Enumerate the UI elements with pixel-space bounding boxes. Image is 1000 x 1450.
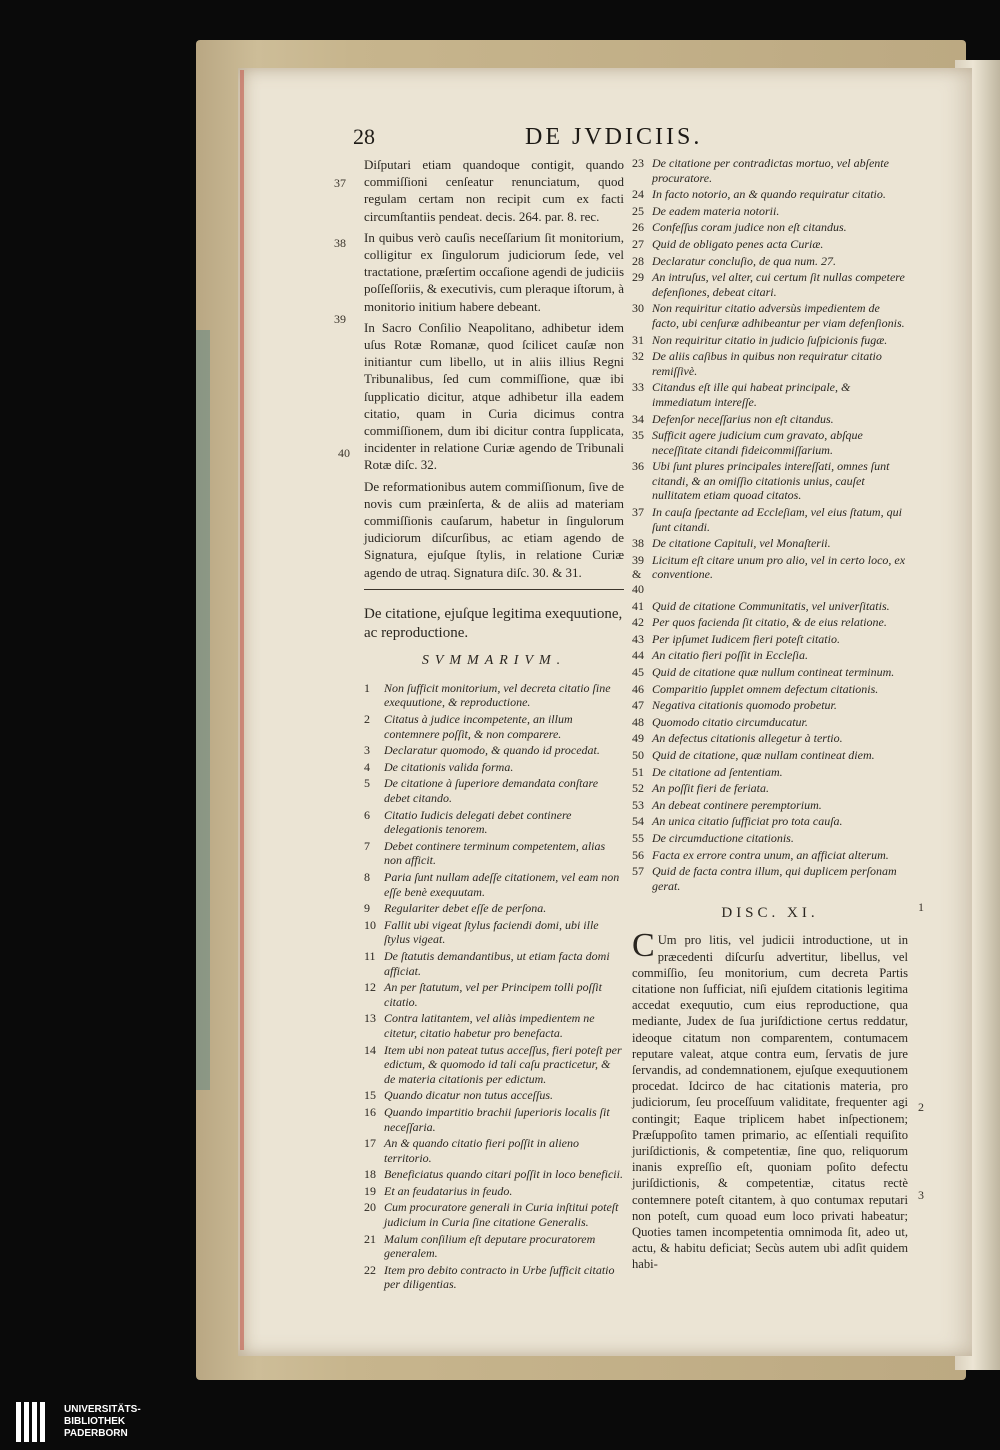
summary-entry (632, 349, 908, 378)
summary-entry-number: 1 (364, 680, 370, 695)
summarium-heading: SVMMARIVM. (421, 652, 567, 668)
summary-entry-number: 18 (364, 1167, 376, 1182)
summary-entry-number: 34 (632, 411, 644, 426)
summary-entry-text: An defectus citationis allegetur à tertio. (652, 731, 843, 746)
summary-entry-number: 21 (364, 1231, 376, 1246)
summary-entry-text: Quid de citatione quæ nullum contineat terminum. (652, 665, 895, 679)
summary-entry-text: Quid de facta contra illum, qui duplicem perſonam gerat. (652, 864, 897, 893)
summary-entry (632, 831, 908, 846)
summary-entry (364, 1232, 624, 1261)
summary-entry (632, 237, 908, 252)
summary-entry (632, 682, 908, 697)
right-column (632, 156, 908, 1273)
summary-entry (632, 536, 908, 551)
margin-number: 40 (338, 446, 350, 460)
summary-entry-number: 19 (364, 1183, 376, 1198)
summary-entry (632, 765, 908, 780)
page-header (345, 124, 905, 154)
summary-entry (632, 665, 908, 680)
summary-entry-number: 12 (364, 980, 376, 995)
summary-entry-number: 5 (364, 776, 370, 791)
margin-number: 39 (334, 312, 346, 326)
summary-entry (364, 839, 624, 868)
summary-entry-number: 9 (364, 901, 370, 916)
summary-entry-text: De citatione ad ſententiam. (652, 764, 783, 779)
summary-entry-number: 32 (632, 349, 644, 364)
left-column (364, 156, 624, 1294)
summary-entry (364, 1105, 624, 1134)
summary-entry (364, 1043, 624, 1087)
summary-entry (364, 743, 624, 758)
summary-entry-text: Citandus eſt ille qui habeat principale, & immediatum intereſſe. (652, 380, 851, 409)
summary-entry (364, 681, 624, 710)
summary-entry (364, 1011, 624, 1040)
summary-entry (364, 1167, 624, 1182)
summary-entry-number: 30 (632, 301, 644, 316)
summary-entry (364, 949, 624, 978)
summary-entry-text: De citationis valida forma. (384, 759, 514, 774)
summary-entry-number: 25 (632, 203, 644, 218)
summary-entry (632, 204, 908, 219)
paragraph: Diſputari etiam quandoque contigit, quando commiſſioni cenſeatur renunciatum, quod regulam certam non recipit cum ex facti circumſtantiis pendeat. decis. 264. par. 8. rec. (364, 157, 624, 224)
summary-entry-number: 17 (364, 1136, 376, 1151)
summary-entry (632, 648, 908, 663)
summary-entry-number: 13 (364, 1011, 376, 1026)
summary-entry-number: 47 (632, 698, 644, 713)
summary-entry-number: 56 (632, 847, 644, 862)
summary-entry (364, 1184, 624, 1199)
margin-number: 3 (918, 1188, 924, 1202)
summary-entry-number: 6 (364, 807, 370, 822)
disc-body (632, 927, 908, 1272)
summary-entry-number: 55 (632, 830, 644, 845)
summary-entry-text: Citatio Iudicis delegati debet continere delegationis tenorem. (384, 807, 572, 837)
summary-entry (364, 1263, 624, 1292)
drop-capital: C (632, 927, 655, 965)
library-logo-text: UNIVERSITÄTS- BIBLIOTHEK PADERBORN (64, 1404, 141, 1439)
summary-entry-text: Quid de citatione, quæ nullam contineat diem. (652, 747, 875, 762)
summary-entry-text: An debeat continere peremptorium. (652, 797, 822, 812)
summary-entry-number: 52 (632, 781, 644, 796)
summary-entry (632, 187, 908, 202)
summary-entry-text: Citatus à judice incompetente, an illum contemnere poſſit, & non comparere. (384, 712, 573, 741)
summary-entry (632, 848, 908, 863)
summary-entry-number: 45 (632, 665, 644, 679)
summary-entry (632, 412, 908, 427)
summary-entry (632, 698, 908, 713)
summary-entry-text: Quid de citatione Communitatis, vel univerſitatis. (652, 598, 890, 613)
summary-entry-text: In cauſa ſpectante ad Eccleſiam, vel eius ſtatum, qui ſunt citandi. (652, 505, 902, 534)
summary-entry-text: An intruſus, vel alter, cui certum ſit nullas competere defenſiones, debeat citari. (652, 270, 905, 299)
summary-entry-text: De circumductione citationis. (652, 830, 794, 845)
summary-entry-text: Malum conſilium eſt deputare procuratorem generalem. (384, 1231, 596, 1261)
summary-entry-number: 44 (632, 648, 644, 663)
summary-entry-text: Licitum eſt citare unum pro alio, vel in certo loco, ex conventione. (652, 552, 906, 582)
summary-entry (632, 270, 908, 299)
margin-number: 38 (334, 236, 346, 250)
summary-entry-number: 46 (632, 681, 644, 696)
summary-entry-text: Negativa citationis quomodo probetur. (652, 698, 837, 713)
summary-entry-number: 41 (632, 598, 644, 613)
summary-entry-text: Debet continere terminum competentem, alias non afficit. (384, 838, 606, 868)
summary-entry-text: Fallit ubi vigeat ſtylus faciendi domi, ubi ille ſtylus vigeat. (384, 917, 599, 947)
summary-entry-text: Ubi ſunt plures principales intereſſati, omnes ſunt citandi, & an omiſſio citationis unius, cauſet nullitatem etiam quoad citatos. (652, 459, 890, 503)
summary-entry-text: Confeſſus coram judice non eſt citandus. (652, 220, 847, 235)
summary-entry-number: 39 & 40 (632, 552, 644, 597)
summary-entry-text: An unica citatio ſufficiat pro tota cauſa. (652, 814, 843, 829)
summary-entry-number: 24 (632, 187, 644, 202)
summary-entry (632, 599, 908, 614)
red-page-edge (240, 70, 244, 1350)
summary-entry (364, 870, 624, 899)
summary-entry (632, 428, 908, 457)
summary-entry-text: Comparitio ſupplet omnem defectum citationis. (652, 681, 879, 696)
summary-entry-number: 28 (632, 253, 644, 268)
summary-entry-text: Sufficit agere judicium cum gravato, abſque neceſſitate citandi fideicommiſſarium. (652, 428, 863, 457)
summary-entry-number: 53 (632, 797, 644, 812)
summary-entry-number: 10 (364, 917, 376, 932)
summary-entry-text: Non ſufficit monitorium, vel decreta citatio ſine exequutione, & reproductione. (384, 680, 611, 710)
summary-entry-number: 27 (632, 236, 644, 251)
summary-entry-text: Per ipſumet Iudicem fieri poteſt citatio. (652, 631, 840, 646)
summary-entry (632, 715, 908, 730)
disc-heading: DISC. XI. (721, 905, 819, 922)
paragraph: In Sacro Conſilio Neapolitano, adhibetur idem uſus Rotæ Romanæ, quod ſcilicet cauſæ non initiantur cum libello, ut in aliis illius Regni Tribunalibus, ſed cum commiſſione, quæ ibi ſupplicatio dicitur, atque adhibetur illa eadem citatio, quam in Curia dicimus contra commiſſionem, dum ibi dicitur contra ſupplicata, incidenter in relatione Curiæ agendo de Tribunali Rotæ diſc. 32. (364, 319, 624, 473)
summary-entry-number: 14 (364, 1042, 376, 1057)
cover-binding-strip (196, 330, 210, 1090)
summary-entry-text: Paria ſunt nullam adeſſe citationem, vel eam non eſſe benè exequutam. (384, 870, 620, 899)
summary-entry (632, 731, 908, 746)
section-title: De citatione, ejuſque legitima exequutione, ac reproductione. (364, 605, 623, 641)
summary-entry (364, 1088, 624, 1103)
summary-entry-text: Item ubi non pateat tutus acceſſus, fieri poteſt per edictum, & quomodo id tali caſu practicetur, & de materia citationis per edictum. (384, 1042, 622, 1086)
paragraph: In quibus verò cauſis neceſſarium ſit monitorium, colligitur ex ſingulorum judiciorum ſede, vel tractatione, præſertim occaſione agendi de judiciis poſſeſſoriis, & executivis, cum pleraque iſtorum, à monitorio initium habere debeant. (364, 229, 624, 314)
section-rule (364, 589, 624, 591)
summary-entry-text: Per quos facienda ſit citatio, & de eius relatione. (652, 615, 887, 630)
summary-entry-number: 48 (632, 714, 644, 729)
summary-entry-text: An citatio fieri poſſit in Eccleſia. (652, 648, 808, 663)
summary-entry-text: An & quando citatio fieri poſſit in alieno territorio. (384, 1136, 579, 1165)
summary-entry-number: 54 (632, 814, 644, 829)
summary-entry-text: Quando impartitio brachii ſuperioris localis ſit neceſſaria. (384, 1104, 610, 1134)
summary-entry (632, 220, 908, 235)
summary-entry-number: 42 (632, 615, 644, 630)
summary-list-right (632, 156, 908, 893)
summary-entry-number: 37 (632, 505, 644, 520)
summary-entry (364, 760, 624, 775)
summary-entry (632, 505, 908, 534)
summary-entry (364, 901, 624, 916)
summary-entry (632, 632, 908, 647)
paragraph: De reformationibus autem commiſſionum, ſive de novis cum præinſerta, & de aliis ad materiam commiſſionis cauſarum, habetur in ſingulorum judiciorum diſcurſibus, ac etiam agendo de Signatura, ejuſque ſtylis, in relatione Curiæ agendo de utraq. Signatura diſc. 30. & 31. (364, 478, 624, 580)
summary-entry-number: 51 (632, 764, 644, 779)
library-logo-icon (14, 1400, 52, 1444)
summary-entry-text: De ſtatutis demandantibus, ut etiam facta domi afficiat. (384, 948, 610, 978)
summary-entry-text: An poſſit fieri de feriata. (652, 781, 769, 796)
summary-entry-number: 23 (632, 156, 644, 170)
summary-entry-number: 57 (632, 864, 644, 879)
summary-entry-text: De aliis caſibus in quibus non requiratur citatio remiſſivè. (652, 349, 882, 378)
summary-entry-text: Quando dicatur non tutus acceſſus. (384, 1088, 553, 1103)
summary-entry-number: 36 (632, 459, 644, 474)
summary-entry (632, 553, 908, 597)
summary-entry-number: 33 (632, 380, 644, 395)
summary-entry-text: Item pro debito contracto in Urbe ſufficit citatio per diligentias. (384, 1262, 615, 1292)
summary-entry (632, 814, 908, 829)
summary-list-left (364, 681, 624, 1292)
summary-entry-text: De eadem materia notorii. (652, 203, 780, 218)
summary-entry-text: Quid de obligato penes acta Curiæ. (652, 236, 824, 251)
summary-entry-number: 31 (632, 332, 644, 347)
summary-entry-text: Regulariter debet eſſe de perſona. (384, 901, 547, 916)
summary-entry-number: 38 (632, 536, 644, 551)
disc-text: Um pro litis, vel judicii introductione, ut in præcedenti diſcurſu advertitur, libellus, vel commiſſio, ſeu monitorium, cum decreta Partis citatione non ſufficiat, niſi ejuſdem citationis legitima accedat exequutio, cum eius reproductione, qua mediante, Judex de ſua juriſdictione certus reddatur, ideoque citatum non comparentem, contumacem reputare valeat, atque contra eum, ſervatis de jure ſervandis, ad condemnationem, ejuſque exequutionem procedat. Idcirco de hac citationis materia, pro judiciorum, ſeu proceſſuum validitate, frequenter agi contingit; Eaque triplicem habet inſpectionem; Præſuppoſito tamen primario, ac eſſentiali requiſito juriſdictionis, & competentiæ, ſine quo, reliquorum inanis expreſſio eſt, quoniam poſito defectu juriſdictionis, & competentiæ, citatus rectè contemnere poteſt citantem, à quo contumax reputari non poteſt, cum quoad eum loco privati habeatur; Quoties tamen incompetentia omnimoda ſit, adeo ut, actu, & habitu deficiat; Secùs autem ubi adſit quidem habi- (632, 933, 908, 1272)
summary-entry-text: Beneficiatus quando citari poſſit in loco beneficii. (384, 1167, 623, 1182)
margin-number: 37 (334, 176, 346, 190)
summary-entry-text: Non requiritur citatio in judicio ſuſpicionis fugæ. (652, 332, 888, 347)
summary-entry-number: 11 (364, 948, 376, 963)
summary-entry (364, 776, 624, 805)
summary-entry (632, 380, 908, 409)
summary-entry (364, 918, 624, 947)
summary-entry (364, 808, 624, 837)
summary-entry (632, 301, 908, 330)
summary-entry (632, 333, 908, 348)
margin-number: 1 (918, 900, 924, 914)
summary-entry-text: Facta ex errore contra unum, an afficiat alterum. (652, 847, 889, 862)
summary-entry-text: De citatione à ſuperiore demandata conſtare debet citando. (384, 776, 599, 806)
summary-entry-number: 50 (632, 747, 644, 762)
margin-number: 2 (918, 1100, 924, 1114)
summary-entry-number: 43 (632, 631, 644, 646)
summary-entry-text: Quomodo citatio circumducatur. (652, 714, 808, 729)
summary-entry-number: 16 (364, 1104, 376, 1119)
summary-entry-number: 3 (364, 743, 370, 758)
summary-entry (632, 748, 908, 763)
summary-entry (364, 980, 624, 1009)
summary-entry-text: Defenſor neceſſarius non eſt citandus. (652, 411, 834, 426)
summary-entry (632, 156, 908, 185)
running-title: DE JVDICIIS. (525, 124, 703, 150)
summary-entry-text: De citatione Capituli, vel Monaſterii. (652, 536, 831, 551)
summary-entry (632, 798, 908, 813)
summary-entry (632, 615, 908, 630)
summary-entry (632, 254, 908, 269)
summary-entry-number: 7 (364, 838, 370, 853)
summary-entry-number: 26 (632, 220, 644, 235)
summary-entry (364, 712, 624, 741)
summary-entry-text: De citatione per contradictas mortuo, vel abſente procuratore. (652, 156, 889, 185)
summary-entry (364, 1200, 624, 1229)
summary-entry-number: 8 (364, 870, 370, 884)
summary-entry-text: Contra latitantem, vel aliàs impedientem ne citetur, citatio habetur pro benefacta. (384, 1011, 595, 1040)
summary-entry-text: Declaratur concluſio, de qua num. 27. (652, 253, 836, 268)
summary-entry-number: 49 (632, 731, 644, 746)
summary-entry (364, 1136, 624, 1165)
summary-entry (632, 864, 908, 893)
summary-entry-text: Cum procuratore generali in Curia inſtitui poteſt judicium in Curia ſine citatione Generalis. (384, 1200, 619, 1230)
page-number: 28 (353, 124, 375, 149)
summary-entry-text: An per ſtatutum, vel per Principem tolli poſſit citatio. (384, 980, 602, 1009)
summary-entry (632, 781, 908, 796)
summary-entry-number: 2 (364, 712, 370, 727)
summary-entry-number: 22 (364, 1262, 376, 1277)
summary-entry-number: 35 (632, 428, 644, 443)
summary-entry-text: Non requiritur citatio adversùs impedientem de facto, ubi cenſuræ adhibeantur per viam defenſionis. (652, 301, 905, 330)
summary-entry-number: 4 (364, 759, 370, 774)
summary-entry (632, 459, 908, 503)
summary-entry-text: Et an feudatarius in feudo. (384, 1183, 513, 1198)
summary-entry-number: 29 (632, 270, 644, 285)
summary-entry-number: 15 (364, 1088, 376, 1103)
summary-entry-text: In facto notorio, an & quando requiratur citatio. (652, 187, 886, 202)
summary-entry-text: Declaratur quomodo, & quando id procedat. (384, 743, 600, 758)
summary-entry-number: 20 (364, 1200, 376, 1215)
